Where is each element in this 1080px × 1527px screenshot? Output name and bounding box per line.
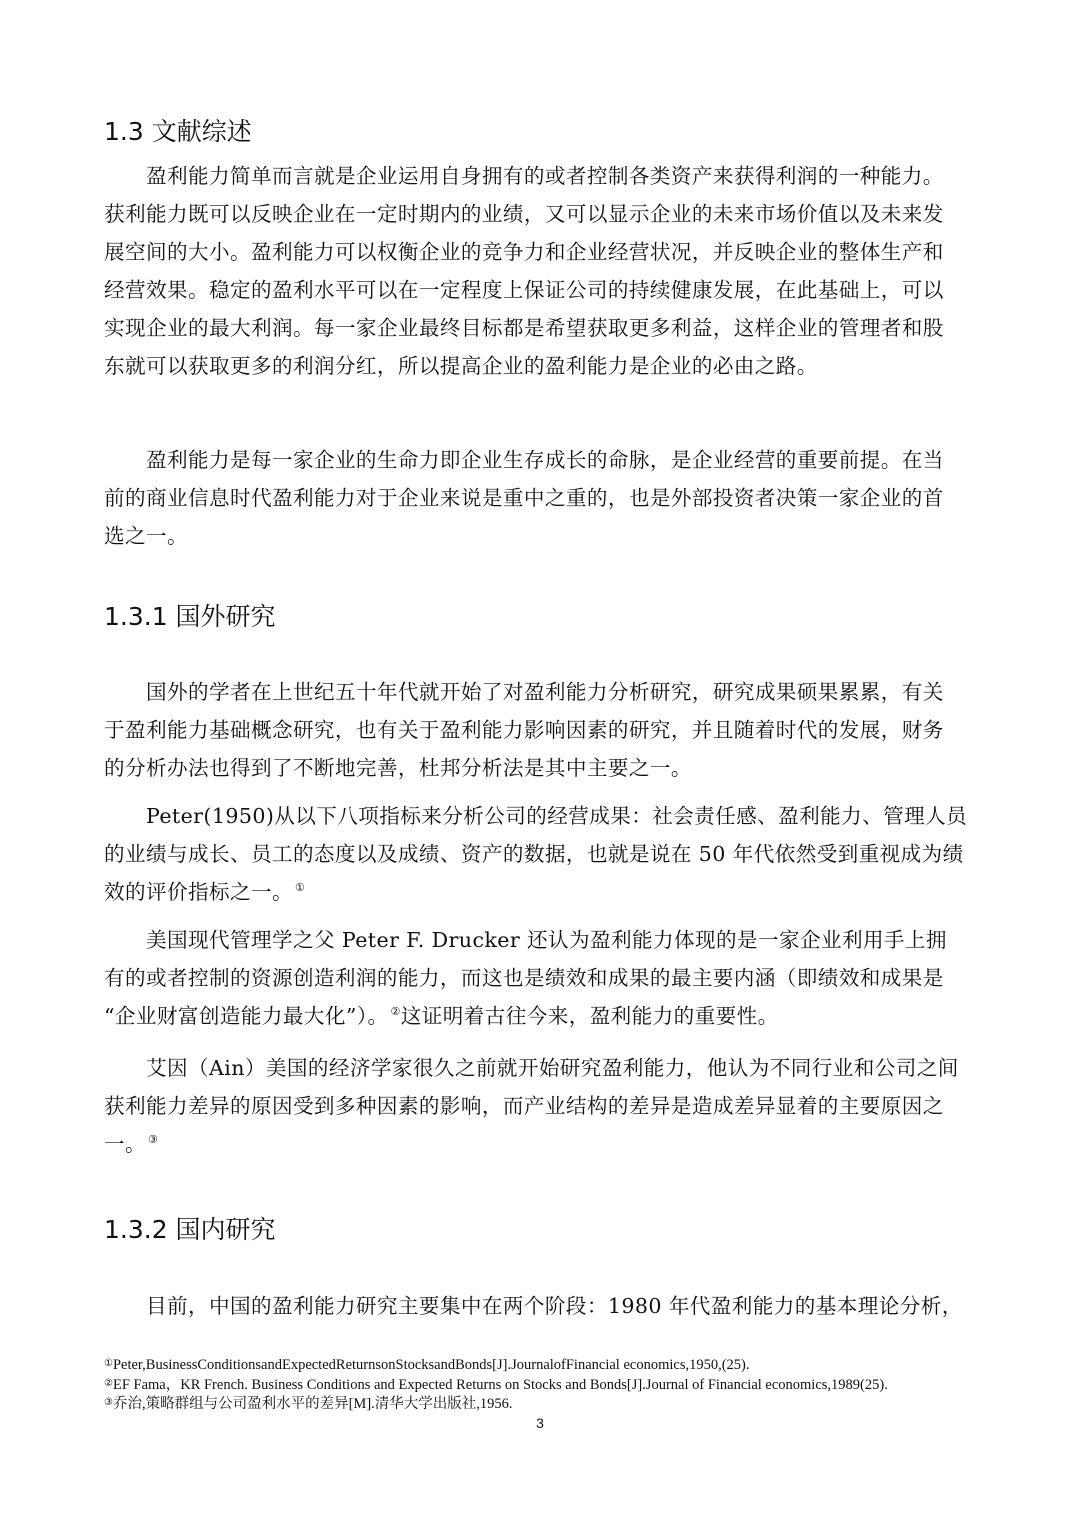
text-line-content: 一。 — [104, 1132, 146, 1156]
text-line-content: 这证明着古往今来，盈利能力的重要性。 — [400, 1004, 779, 1028]
text-line: 国外的学者在上世纪五十年代就开始了对盈利能力分析研究，研究成果硕果累累，有关 — [146, 680, 944, 704]
paragraph-profitability-importance — [104, 441, 980, 555]
footnote-reference-3[interactable]: ③ — [148, 1133, 159, 1146]
footnote-1 — [104, 1356, 984, 1376]
subsection-heading-foreign: 1.3.1 国外研究 — [104, 602, 276, 631]
text-line: 艾因（Ain）美国的经济学家很久之前就开始研究盈利能力，他认为不同行业和公司之间 — [146, 1056, 959, 1080]
footnote-reference-1[interactable]: ① — [294, 881, 306, 894]
text-line: 实现企业的最大利润。每一家企业最终目标都是希望获取更多利益，这样企业的管理者和股 — [104, 316, 944, 340]
paragraph-domestic-overview — [104, 1287, 980, 1325]
paragraph-ain — [104, 1049, 980, 1163]
text-line: 有的或者控制的资源创造利润的能力，而这也是绩效和成果的最主要内涵（即绩效和成果是 — [104, 966, 944, 990]
text-line: 前的商业信息时代盈利能力对于企业来说是重中之重的，也是外部投资者决策一家企业的首 — [104, 486, 944, 510]
text-line-content: “企业财富创造能力最大化”）。 — [104, 1004, 389, 1028]
section-heading: 1.3 文献综述 — [104, 117, 252, 146]
text-line: 的分析办法也得到了不断地完善，杜邦分析法是其中主要之一。 — [104, 756, 692, 780]
footnote-reference-2[interactable]: ② — [390, 1005, 401, 1018]
footnotes — [104, 1356, 984, 1415]
footnote-2 — [104, 1376, 984, 1396]
text-line — [104, 997, 980, 1035]
paragraph-profitability-definition — [104, 157, 980, 385]
text-line: 展空间的大小。盈利能力可以权衡企业的竞争力和企业经营状况，并反映企业的整体生产和 — [104, 240, 944, 264]
paragraph-peter-1950 — [104, 797, 980, 911]
footnote-text: EF Fama，KR French. Business Conditions and Expected Returns on Stocks and Bonds[J].Journal of Financial economics,1989(25). — [112, 1376, 888, 1393]
footnote-text: Peter,BusinessConditionsandExpectedReturnsonStocksandBonds[J].JournalofFinancial economics,1950,(25). — [112, 1357, 750, 1373]
paragraph-drucker — [104, 921, 980, 1035]
footnote-mark: ② — [104, 1377, 113, 1389]
footnote-text: 乔治,策略群组与公司盈利水平的差异[M].清华大学出版社,1956. — [112, 1396, 513, 1412]
text-line: 目前，中国的盈利能力研究主要集中在两个阶段：1980 年代盈利能力的基本理论分析， — [146, 1294, 963, 1318]
footnote-3 — [104, 1395, 984, 1415]
text-line: Peter(1950)从以下八项指标来分析公司的经营成果：社会责任感、盈利能力、管理人员 — [146, 804, 968, 828]
text-line: 盈利能力是每一家企业的生命力即企业生存成长的命脉，是企业经营的重要前提。在当 — [146, 448, 944, 472]
text-line: 于盈利能力基础概念研究，也有关于盈利能力影响因素的研究，并且随着时代的发展，财务 — [104, 718, 944, 742]
footnote-mark: ① — [104, 1358, 113, 1369]
text-line-content: 效的评价指标之一。 — [104, 880, 293, 904]
text-line: 选之一。 — [104, 524, 188, 548]
paragraph-foreign-overview — [104, 673, 980, 787]
text-line — [104, 873, 980, 911]
footnote-mark: ③ — [104, 1397, 113, 1408]
text-line: 获利能力既可以反映企业在一定时期内的业绩，又可以显示企业的未来市场价值以及未来发 — [104, 202, 944, 226]
text-line — [104, 1125, 980, 1163]
text-line: 经营效果。稳定的盈利水平可以在一定程度上保证公司的持续健康发展，在此基础上，可以 — [104, 278, 944, 302]
text-line: 东就可以获取更多的利润分红，所以提高企业的盈利能力是企业的必由之路。 — [104, 354, 818, 378]
text-line: 的业绩与成长、员工的态度以及成绩、资产的数据，也就是说在 50 年代依然受到重视成为绩 — [104, 842, 964, 866]
page-number: 3 — [536, 1415, 544, 1431]
text-line: 获利能力差异的原因受到多种因素的影响，而产业结构的差异是造成差异显着的主要原因之 — [104, 1094, 944, 1118]
text-line: 盈利能力简单而言就是企业运用自身拥有的或者控制各类资产来获得利润的一种能力。 — [146, 164, 944, 188]
text-line: 美国现代管理学之父 Peter F. Drucker 还认为盈利能力体现的是一家企业利用手上拥 — [146, 928, 947, 952]
subsection-heading-domestic: 1.3.2 国内研究 — [104, 1215, 276, 1244]
